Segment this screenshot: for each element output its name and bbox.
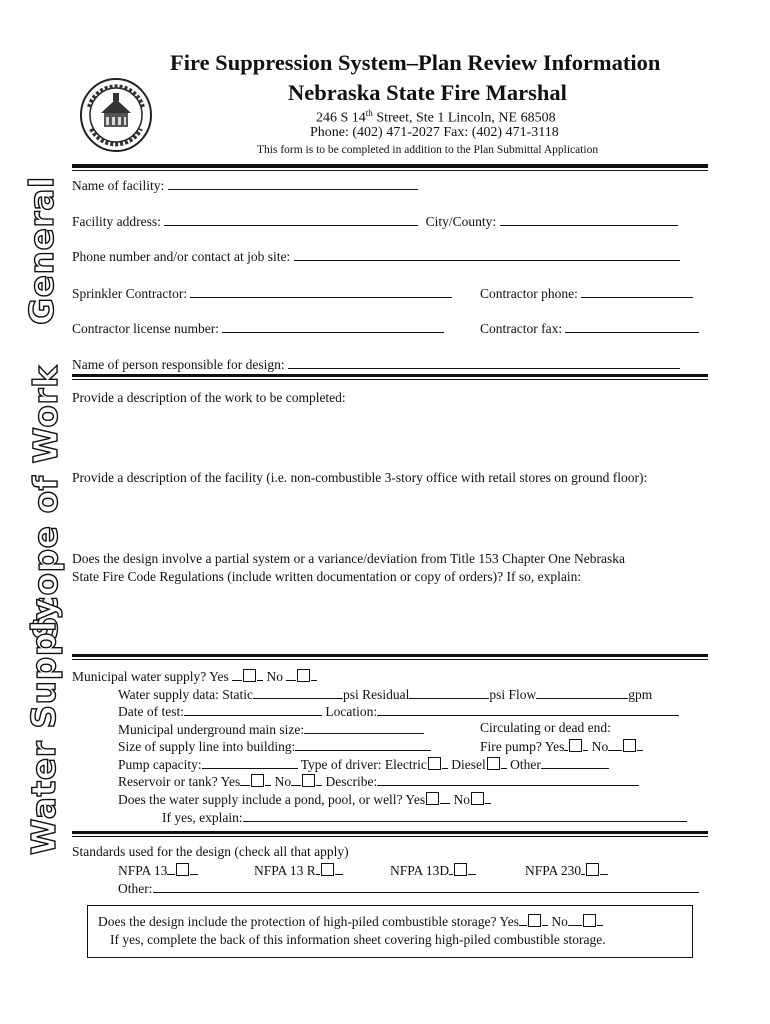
electric-checkbox[interactable] — [428, 757, 441, 770]
nfpa230-pre — [581, 861, 585, 875]
if-yes-field[interactable] — [243, 808, 687, 822]
facility-address-label: Facility address: — [72, 214, 161, 229]
phone-line: Phone: (402) 471-2027 Fax: (402) 471-3118 — [310, 125, 559, 140]
sprinkler-contractor-row — [72, 284, 452, 302]
nfpa230-label: NFPA 230 — [525, 863, 582, 878]
water-rule-thin — [72, 836, 708, 837]
pond-row — [118, 790, 491, 808]
other-driver-label: Other — [510, 757, 541, 772]
section-label-scope: Scope of Work — [26, 365, 65, 640]
contractor-phone-row — [480, 284, 693, 302]
license-number-label: Contractor license number: — [72, 321, 219, 336]
scope-rule-thin — [72, 659, 708, 660]
facility-address-row — [72, 212, 678, 230]
contractor-phone-label: Contractor phone: — [480, 286, 578, 301]
reservoir-no-post — [316, 772, 322, 786]
static-label: Water supply data: Static — [118, 687, 253, 702]
nfpa13r-label: NFPA 13 R — [254, 863, 316, 878]
work-description-label[interactable]: Provide a description of the work to be completed: — [72, 390, 346, 405]
phone-contact-label: Phone number and/or contact at job site: — [72, 249, 291, 264]
if-yes-row — [162, 808, 687, 826]
standards-other-row — [118, 879, 699, 897]
section-label-general: General — [22, 176, 61, 325]
contractor-fax-label: Contractor fax: — [480, 321, 563, 336]
diesel-label: Diesel — [451, 757, 486, 772]
nfpa13r-option — [254, 861, 343, 879]
design-person-field[interactable] — [288, 355, 680, 369]
nfpa13-post — [190, 861, 198, 875]
phone-contact-row — [72, 247, 680, 265]
reservoir-label: Reservoir or tank? Yes — [118, 774, 241, 789]
general-rule-thin — [72, 379, 708, 380]
storage-note: If yes, complete the back of this information sheet covering high-piled combustible storage. — [110, 932, 606, 947]
city-county-field[interactable] — [500, 212, 678, 226]
residual-field[interactable] — [409, 685, 489, 699]
contractor-phone-field[interactable] — [581, 284, 693, 298]
form-note: This form is to be completed in addition to the Plan Submittal Application — [257, 144, 599, 156]
nfpa13-checkbox[interactable] — [176, 863, 189, 876]
contractor-fax-field[interactable] — [565, 319, 699, 333]
nfpa13r-pre — [316, 861, 320, 875]
municipal-label: Municipal water supply? Yes — [72, 669, 229, 684]
fire-pump-no-label: No — [591, 739, 609, 754]
fire-pump-label: Fire pump? Yes — [480, 739, 565, 754]
residual-label: psi Residual — [343, 687, 410, 702]
pond-no-post — [485, 790, 491, 804]
underground-field[interactable] — [304, 720, 424, 734]
pump-yes-pre — [564, 737, 568, 751]
date-test-row — [118, 702, 679, 720]
nfpa13d-post — [468, 861, 476, 875]
standards-other-field[interactable] — [153, 879, 699, 893]
diesel-post — [501, 755, 507, 769]
design-person-label: Name of person responsible for design: — [72, 357, 285, 372]
storage-no-checkbox[interactable] — [583, 914, 596, 927]
header-rule-thin — [72, 170, 708, 171]
pump-yes-post — [583, 737, 588, 751]
address-sup: th — [365, 108, 373, 118]
other-driver-field[interactable] — [541, 755, 609, 769]
supply-line-label: Size of supply line into building: — [118, 739, 296, 754]
reservoir-yes-post — [265, 772, 271, 786]
reservoir-row — [118, 772, 639, 790]
phone-contact-field[interactable] — [294, 247, 680, 261]
pump-capacity-row — [118, 755, 609, 773]
storage-yes-post — [542, 912, 548, 926]
storage-yes-checkbox[interactable] — [528, 914, 541, 927]
nfpa13r-post — [335, 861, 343, 875]
address-pre: 246 S 14 — [316, 110, 366, 126]
supply-line-row — [118, 737, 431, 755]
form-title: Fire Suppression System–Plan Review Information — [170, 50, 661, 75]
flow-field[interactable] — [536, 685, 628, 699]
scope-rule-thick — [72, 654, 708, 657]
fire-marshal-seal — [79, 77, 153, 153]
city-county-label: City/County: — [425, 214, 497, 229]
nfpa13d-option — [390, 861, 476, 879]
nfpa13d-pre — [449, 861, 453, 875]
date-test-label: Date of test: — [118, 704, 184, 719]
if-yes-label: If yes, explain: — [162, 810, 243, 825]
sprinkler-contractor-field[interactable] — [190, 284, 452, 298]
supply-line-field[interactable] — [295, 737, 431, 751]
license-number-field[interactable] — [222, 319, 444, 333]
storage-yes-pre — [519, 912, 527, 926]
standards-other-label: Other: — [118, 881, 153, 896]
facility-name-row — [72, 176, 418, 194]
municipal-no-post — [311, 667, 317, 681]
underground-row — [118, 720, 424, 738]
municipal-row — [72, 667, 317, 685]
municipal-no-pre — [286, 667, 296, 681]
facility-description-label[interactable]: Provide a description of the facility (i.e. non-combustible 3-story office with retail stores on ground floor): — [72, 470, 648, 485]
reservoir-no-label: No — [274, 774, 292, 789]
diesel-checkbox[interactable] — [487, 757, 500, 770]
municipal-no-checkbox[interactable] — [297, 669, 310, 682]
pump-no-post — [637, 737, 643, 751]
header-rule-thick — [72, 164, 708, 168]
nfpa230-option — [525, 861, 608, 879]
describe-label: Describe: — [325, 774, 378, 789]
general-rule-thick — [72, 374, 708, 377]
pond-no-label: No — [453, 792, 470, 807]
underground-label: Municipal underground main size: — [118, 722, 305, 737]
pond-yes-checkbox[interactable] — [426, 792, 439, 805]
reservoir-yes-pre — [240, 772, 250, 786]
municipal-no-label: No — [266, 669, 283, 684]
municipal-yes-pre — [232, 667, 242, 681]
static-field[interactable] — [253, 685, 343, 699]
contractor-fax-row — [480, 319, 699, 337]
variance-question-1: Does the design involve a partial system or a variance/deviation from Title 153 Chapter One Nebraska — [72, 551, 625, 566]
municipal-yes-post — [257, 667, 263, 681]
fire-pump-yes-checkbox[interactable] — [569, 739, 582, 752]
form-subtitle: Nebraska State Fire Marshal — [288, 80, 567, 105]
driver-label: Type of driver: Electric — [300, 757, 427, 772]
facility-name-label: Name of facility: — [72, 178, 165, 193]
municipal-yes-checkbox[interactable] — [243, 669, 256, 682]
flow-label: psi Flow — [489, 687, 537, 702]
location-label: Location: — [325, 704, 378, 719]
standards-heading: Standards used for the design (check all that apply) — [72, 844, 349, 859]
pond-no-checkbox[interactable] — [471, 792, 484, 805]
nfpa13-label: NFPA 13 — [118, 863, 168, 878]
license-number-row — [72, 319, 444, 337]
nfpa13-option — [118, 861, 198, 879]
reservoir-no-checkbox[interactable] — [302, 774, 315, 787]
storage-question-row — [98, 912, 603, 930]
nfpa230-post — [600, 861, 608, 875]
fire-pump-row — [480, 737, 643, 755]
circulating-label[interactable]: Circulating or dead end: — [480, 720, 611, 735]
pond-label: Does the water supply include a pond, pool, or well? Yes — [118, 792, 426, 807]
nfpa13-pre — [167, 861, 175, 875]
electric-post — [442, 755, 448, 769]
date-test-field[interactable] — [184, 702, 322, 716]
storage-no-post — [597, 912, 603, 926]
section-label-water: Water Supply — [24, 598, 63, 855]
nfpa230-checkbox[interactable] — [586, 863, 599, 876]
pump-capacity-label: Pump capacity: — [118, 757, 202, 772]
reservoir-yes-checkbox[interactable] — [251, 774, 264, 787]
nfpa13d-label: NFPA 13D — [390, 863, 450, 878]
pond-yes-post — [440, 790, 450, 804]
pump-no-pre — [608, 737, 622, 751]
water-rule-thick — [72, 831, 708, 834]
reservoir-no-pre — [291, 772, 301, 786]
location-field[interactable] — [377, 702, 679, 716]
address-line — [316, 108, 556, 127]
address-post: Street, Ste 1 Lincoln, NE 68508 — [372, 110, 556, 126]
storage-no-pre — [568, 912, 582, 926]
nfpa13r-checkbox[interactable] — [321, 863, 334, 876]
facility-address-field[interactable] — [164, 212, 418, 226]
facility-name-field[interactable] — [168, 176, 418, 190]
describe-field[interactable] — [377, 772, 639, 786]
storage-no-label: No — [551, 914, 568, 929]
pump-capacity-field[interactable] — [202, 755, 298, 769]
supply-data-row — [118, 685, 652, 703]
fire-pump-no-checkbox[interactable] — [623, 739, 636, 752]
nfpa13d-checkbox[interactable] — [454, 863, 467, 876]
sprinkler-contractor-label: Sprinkler Contractor: — [72, 286, 188, 301]
variance-question-2[interactable]: State Fire Code Regulations (include written documentation or copy of orders)? If so, explain: — [72, 569, 582, 584]
design-person-row — [72, 355, 680, 373]
storage-question: Does the design include the protection of high-piled combustible storage? Yes — [98, 914, 520, 929]
gpm-label: gpm — [628, 687, 653, 702]
